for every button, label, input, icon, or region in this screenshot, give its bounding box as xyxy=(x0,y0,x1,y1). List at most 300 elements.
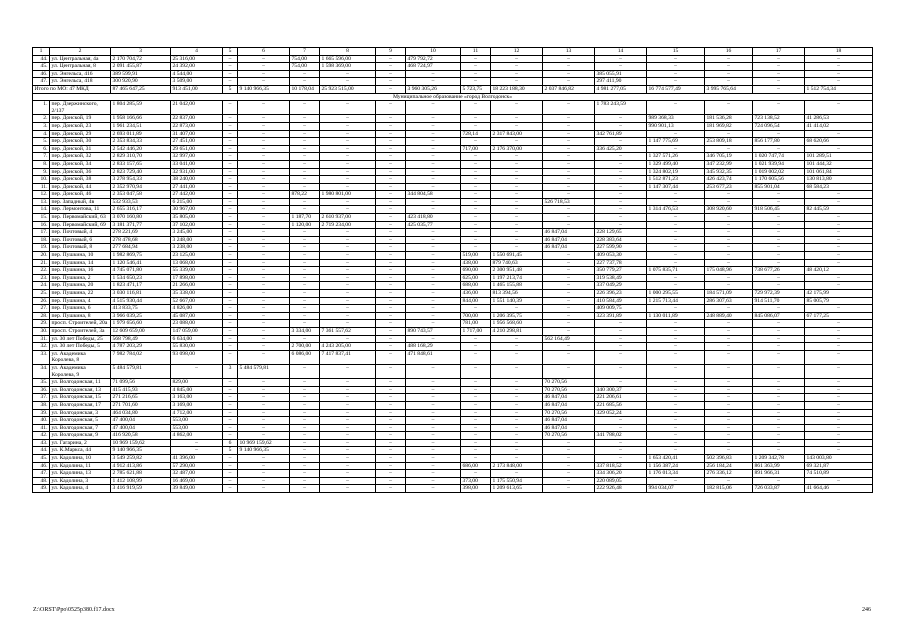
table-cell: – xyxy=(290,153,320,161)
table-cell: – xyxy=(238,455,290,463)
table-cell: 4 787 203,29 xyxy=(111,343,171,351)
table-cell: – xyxy=(461,55,491,63)
table-cell: – xyxy=(543,455,595,463)
table-cell: – xyxy=(376,394,406,402)
table-cell: – xyxy=(320,130,376,138)
table-cell: – xyxy=(461,343,491,351)
table-cell: 754,00 xyxy=(290,55,320,63)
table-cell: – xyxy=(223,350,238,364)
table-cell: – xyxy=(491,244,543,252)
table-cell: – xyxy=(543,206,595,214)
table-cell: – xyxy=(320,101,376,115)
table-cell: – xyxy=(753,432,805,440)
table-cell: – xyxy=(406,394,461,402)
table-cell: 1 979 656,60 xyxy=(111,320,171,328)
table-cell: 9 140 966,35 xyxy=(238,85,290,93)
table-cell: – xyxy=(461,417,491,425)
table-cell: 10 178,04 xyxy=(290,85,320,93)
table-cell: – xyxy=(223,252,238,260)
table-cell: – xyxy=(461,153,491,161)
table-cell: – xyxy=(376,191,406,199)
table-cell: 726 033,87 xyxy=(753,485,805,493)
header-cell: 15 xyxy=(647,48,705,56)
table-cell: ул. Волгодонская, 17 xyxy=(50,401,111,409)
table-cell: 5 xyxy=(223,447,238,455)
table-cell: – xyxy=(595,379,647,387)
table-cell: 2 693 011,89 xyxy=(111,130,171,138)
table-cell: – xyxy=(705,327,753,335)
table-cell: – xyxy=(543,176,595,184)
table-cell: – xyxy=(491,206,543,214)
table-cell: – xyxy=(238,470,290,478)
table-cell: 47 400,04 xyxy=(111,417,171,425)
table-cell: – xyxy=(753,70,805,78)
table-cell: – xyxy=(290,394,320,402)
table-cell: 101 061,84 xyxy=(805,168,873,176)
table-cell: – xyxy=(406,312,461,320)
table-cell: 329 052,24 xyxy=(595,409,647,417)
table-cell: 1 982 869,75 xyxy=(111,252,171,260)
table-cell: 1 598 369,00 xyxy=(320,63,376,71)
table-cell: – xyxy=(238,312,290,320)
table-cell: – xyxy=(223,327,238,335)
table-cell: – xyxy=(376,477,406,485)
table-cell: – xyxy=(290,115,320,123)
table-cell: – xyxy=(805,244,873,252)
table-cell: – xyxy=(290,282,320,290)
table-cell: – xyxy=(320,198,376,206)
table-cell: – xyxy=(543,153,595,161)
table-cell: 15. xyxy=(33,214,50,222)
table-cell: – xyxy=(238,236,290,244)
table-cell: 2 542 446,20 xyxy=(111,145,171,153)
table-cell: – xyxy=(805,432,873,440)
table-cell: 300 920,90 xyxy=(111,78,171,86)
table-cell: – xyxy=(543,259,595,267)
table-cell: пер. Донской, 46 xyxy=(50,191,111,199)
table-cell: – xyxy=(461,176,491,184)
table-cell: – xyxy=(320,455,376,463)
table-cell: – xyxy=(290,78,320,86)
table-cell: – xyxy=(406,477,461,485)
table-row xyxy=(33,145,873,153)
table-cell: пер. Донской, 30 xyxy=(50,138,111,146)
table-cell: 438,00 xyxy=(461,259,491,267)
table-cell: – xyxy=(290,447,320,455)
table-cell: – xyxy=(238,221,290,229)
table-row xyxy=(33,153,873,161)
table-cell: 1 176 013,34 xyxy=(647,470,705,478)
table-cell: – xyxy=(491,386,543,394)
table-cell: – xyxy=(595,320,647,328)
table-cell: – xyxy=(705,432,753,440)
table-cell: – xyxy=(705,274,753,282)
table-cell: – xyxy=(376,320,406,328)
table-row xyxy=(33,401,873,409)
table-cell: ул. 30 лет Победы, 5 xyxy=(50,343,111,351)
table-cell: 464 034,80 xyxy=(111,409,171,417)
table-cell: – xyxy=(543,312,595,320)
table-cell: 4 981 277,05 xyxy=(595,85,647,93)
table-cell: – xyxy=(491,394,543,402)
table-cell: – xyxy=(223,206,238,214)
table-cell: 271 701,60 xyxy=(111,401,171,409)
table-cell: – xyxy=(290,183,320,191)
table-cell: – xyxy=(320,417,376,425)
table-cell: 16. xyxy=(33,221,50,229)
table-cell: 24 392,00 xyxy=(171,63,223,71)
header-cell: 4 xyxy=(171,48,223,56)
table-cell: 2 655 316,17 xyxy=(111,206,171,214)
table-cell: пер. Пушкина, 4 xyxy=(50,297,111,305)
table-cell: – xyxy=(320,267,376,275)
table-cell: – xyxy=(376,206,406,214)
table-cell: – xyxy=(543,145,595,153)
table-cell: 813 394,56 xyxy=(491,290,543,298)
table-cell: 226 396,23 xyxy=(595,290,647,298)
table-cell: – xyxy=(647,477,705,485)
table-cell: 890 743,57 xyxy=(406,327,461,335)
table-cell: – xyxy=(647,394,705,402)
table-cell: – xyxy=(290,274,320,282)
table-cell: 25 316,00 xyxy=(171,55,223,63)
table-cell: 101 289,51 xyxy=(805,153,873,161)
table-cell: – xyxy=(238,274,290,282)
table-cell: – xyxy=(805,477,873,485)
table-cell: 9 140 966,35 xyxy=(111,447,171,455)
table-cell: 47. xyxy=(33,470,50,478)
table-cell: – xyxy=(406,462,461,470)
table-cell: 221 685,56 xyxy=(595,401,647,409)
table-cell: – xyxy=(543,63,595,71)
table-cell: – xyxy=(376,327,406,335)
table-row xyxy=(33,462,873,470)
table-cell: – xyxy=(290,379,320,387)
table-row xyxy=(33,168,873,176)
table-cell: 175 048,96 xyxy=(705,267,753,275)
table-cell: – xyxy=(238,327,290,335)
table-cell: 82 445,59 xyxy=(805,206,873,214)
table-cell: 717,00 xyxy=(461,145,491,153)
table-cell: 6 086,00 xyxy=(290,350,320,364)
table-cell: – xyxy=(223,343,238,351)
table-cell: – xyxy=(290,417,320,425)
table-row xyxy=(33,447,873,455)
table-cell: – xyxy=(320,485,376,493)
table-cell: 46 847,04 xyxy=(543,244,595,252)
table-cell: – xyxy=(320,409,376,417)
table-cell: – xyxy=(705,70,753,78)
table-cell: – xyxy=(595,335,647,343)
table-cell: – xyxy=(320,259,376,267)
table-row xyxy=(33,386,873,394)
table-cell: – xyxy=(543,221,595,229)
table-row xyxy=(33,198,873,206)
header-cell: 17 xyxy=(753,48,805,56)
table-cell: 994 034,07 xyxy=(647,485,705,493)
table-cell: – xyxy=(647,63,705,71)
table-cell: – xyxy=(223,236,238,244)
table-cell: – xyxy=(320,70,376,78)
table-cell: – xyxy=(376,343,406,351)
table-cell: – xyxy=(753,417,805,425)
table-cell: – xyxy=(491,409,543,417)
table-cell: – xyxy=(238,343,290,351)
table-cell: – xyxy=(290,424,320,432)
table-cell: – xyxy=(543,447,595,455)
table-cell: 3. xyxy=(33,122,50,130)
table-cell: 1 980 801,00 xyxy=(320,191,376,199)
table-cell: – xyxy=(376,424,406,432)
table-cell: 38 240,00 xyxy=(171,176,223,184)
table-cell: 4. xyxy=(33,130,50,138)
table-cell: 1 130 011,89 xyxy=(647,312,705,320)
table-cell: 7 417 837,41 xyxy=(320,350,376,364)
table-cell: 47. xyxy=(33,78,50,86)
table-cell: – xyxy=(290,122,320,130)
table-cell: 228 383,64 xyxy=(595,236,647,244)
table-cell: – xyxy=(320,379,376,387)
table-cell: 67 177,25 xyxy=(805,312,873,320)
table-row xyxy=(33,236,873,244)
table-cell: – xyxy=(290,439,320,447)
table-cell: – xyxy=(238,176,290,184)
table-cell: 1 314 476,53 xyxy=(647,206,705,214)
table-cell: – xyxy=(376,160,406,168)
table-cell: – xyxy=(290,364,320,378)
table-cell: 70 270,56 xyxy=(543,432,595,440)
table-cell: – xyxy=(223,424,238,432)
table-cell: – xyxy=(647,221,705,229)
table-cell: – xyxy=(647,259,705,267)
table-cell: 3 334,00 xyxy=(290,327,320,335)
table-cell: 3 181 371,77 xyxy=(111,221,171,229)
table-cell: – xyxy=(223,78,238,86)
table-cell: – xyxy=(238,153,290,161)
table-cell: 334 306,20 xyxy=(595,470,647,478)
table-cell: – xyxy=(223,282,238,290)
table-row xyxy=(33,394,873,402)
table-cell: – xyxy=(376,198,406,206)
table-cell: ул. Волгодонская, 7 xyxy=(50,424,111,432)
table-cell: – xyxy=(647,191,705,199)
table-cell: 6 634,00 xyxy=(171,335,223,343)
table-cell: – xyxy=(595,160,647,168)
table-cell: 3 163,00 xyxy=(171,394,223,402)
table-cell: – xyxy=(705,409,753,417)
table-cell: 989 368,33 xyxy=(647,115,705,123)
table-cell: 2 300 951,48 xyxy=(491,267,543,275)
table-cell: – xyxy=(543,343,595,351)
section-title: Муниципальное образование «город Волгодонск» xyxy=(33,93,873,101)
table-cell: пер. Донской, 44 xyxy=(50,183,111,191)
table-cell: – xyxy=(223,138,238,146)
table-cell: – xyxy=(805,335,873,343)
table-cell: 553,00 xyxy=(171,417,223,425)
table-cell: – xyxy=(705,229,753,237)
table-cell: – xyxy=(238,206,290,214)
register-table-sheet xyxy=(32,47,871,493)
table-cell: – xyxy=(320,236,376,244)
table-cell: – xyxy=(238,115,290,123)
table-cell: пер. Почтовый, 6 xyxy=(50,236,111,244)
table-cell: – xyxy=(647,335,705,343)
table-cell: – xyxy=(320,153,376,161)
table-cell: 3 549 259,82 xyxy=(111,455,171,463)
table-cell: – xyxy=(491,176,543,184)
table-cell: – xyxy=(320,160,376,168)
header-cell: 9 xyxy=(376,48,406,56)
table-cell: 46 847,04 xyxy=(543,424,595,432)
table-cell: – xyxy=(805,55,873,63)
table-cell: 879 740,63 xyxy=(491,259,543,267)
table-cell: – xyxy=(647,274,705,282)
table-cell: – xyxy=(595,191,647,199)
table-cell: 30. xyxy=(33,327,50,335)
table-cell: 502 396,83 xyxy=(705,455,753,463)
table-cell: – xyxy=(647,417,705,425)
table-cell: 1 550 691,45 xyxy=(491,252,543,260)
table-cell: 700,00 xyxy=(461,312,491,320)
table-cell: – xyxy=(320,78,376,86)
table-cell: 350 779,27 xyxy=(595,267,647,275)
table-cell: 1 187,70 xyxy=(290,214,320,222)
table-cell: 74 510,89 xyxy=(805,470,873,478)
table-cell: – xyxy=(595,206,647,214)
table-cell: 46 847,04 xyxy=(543,229,595,237)
table-cell: – xyxy=(376,282,406,290)
table-cell: – xyxy=(595,343,647,351)
table-cell: – xyxy=(406,401,461,409)
table-cell: пер. Пушкина, 22 xyxy=(50,290,111,298)
table-cell: пер. Донской, 23 xyxy=(50,122,111,130)
table-cell: – xyxy=(376,138,406,146)
table-cell: – xyxy=(406,160,461,168)
table-cell: – xyxy=(320,138,376,146)
table-cell: – xyxy=(406,78,461,86)
table-cell: 6 215,00 xyxy=(171,198,223,206)
table-cell: пер. Почтовый, 8 xyxy=(50,244,111,252)
table-cell: ул. Волгодонская, 11 xyxy=(50,379,111,387)
table-cell: 18. xyxy=(33,236,50,244)
table-cell: – xyxy=(290,462,320,470)
table-cell: – xyxy=(406,267,461,275)
table-cell: – xyxy=(290,312,320,320)
table-cell: 2 785 621,88 xyxy=(111,470,171,478)
table-cell: – xyxy=(238,168,290,176)
table-cell: – xyxy=(320,312,376,320)
table-cell: – xyxy=(376,115,406,123)
table-row xyxy=(33,221,873,229)
table-cell: 18 223 188,30 xyxy=(491,85,543,93)
table-cell: 43. xyxy=(33,439,50,447)
table-cell: – xyxy=(238,252,290,260)
table-cell: – xyxy=(461,439,491,447)
table-cell: 101 444,32 xyxy=(805,160,873,168)
table-cell: – xyxy=(543,282,595,290)
table-cell: – xyxy=(753,101,805,115)
table-cell: – xyxy=(290,229,320,237)
table-cell: – xyxy=(753,214,805,222)
table-cell: – xyxy=(543,297,595,305)
table-cell: 221 206,61 xyxy=(595,394,647,402)
table-cell: 308 920,60 xyxy=(705,206,753,214)
table-cell: 625,00 xyxy=(461,274,491,282)
table-cell: 724 096,54 xyxy=(753,122,805,130)
table-cell: 1 209 613,65 xyxy=(491,485,543,493)
table-cell: пер. Пушкина, 16 xyxy=(50,267,111,275)
table-cell: 33 041,00 xyxy=(171,160,223,168)
table-cell: – xyxy=(705,439,753,447)
table-cell: – xyxy=(223,176,238,184)
table-cell: – xyxy=(491,447,543,455)
table-cell: – xyxy=(753,335,805,343)
table-cell: 1 958 166,66 xyxy=(111,115,171,123)
table-row xyxy=(33,160,873,168)
table-cell: – xyxy=(647,55,705,63)
table-cell: 5 xyxy=(223,85,238,93)
table-cell: 5 484 579,81 xyxy=(238,364,290,378)
table-cell: – xyxy=(543,115,595,123)
table-cell: 878,22 xyxy=(290,191,320,199)
table-cell: 409 009,75 xyxy=(595,305,647,313)
table-cell: 71 099,56 xyxy=(111,379,171,387)
table-cell: – xyxy=(320,394,376,402)
table-cell: – xyxy=(223,221,238,229)
table-cell: – xyxy=(223,485,238,493)
table-cell: – xyxy=(805,236,873,244)
table-cell: 337 818,52 xyxy=(595,462,647,470)
table-cell: 415 415,93 xyxy=(111,386,171,394)
table-cell: – xyxy=(238,138,290,146)
table-cell: пер. Первомайский, 63 xyxy=(50,214,111,222)
header-cell: 7 xyxy=(290,48,320,56)
table-cell: – xyxy=(223,432,238,440)
table-cell: 38. xyxy=(33,401,50,409)
table-cell: 398,00 xyxy=(461,485,491,493)
table-row xyxy=(33,350,873,364)
table-cell: – xyxy=(223,267,238,275)
table-cell: – xyxy=(461,221,491,229)
table-cell: – xyxy=(376,305,406,313)
table-cell: – xyxy=(406,115,461,123)
table-cell: – xyxy=(320,244,376,252)
table-cell: 891 966,31 xyxy=(753,470,805,478)
table-cell: – xyxy=(753,259,805,267)
table-cell: – xyxy=(543,183,595,191)
table-cell: 32 997,00 xyxy=(171,153,223,161)
table-cell: – xyxy=(595,63,647,71)
table-cell: – xyxy=(805,101,873,115)
table-cell: – xyxy=(805,364,873,378)
table-cell: – xyxy=(223,229,238,237)
table-cell: 323 391,89 xyxy=(595,312,647,320)
table-cell: – xyxy=(238,409,290,417)
table-cell: – xyxy=(491,335,543,343)
table-cell: – xyxy=(238,198,290,206)
table-cell: – xyxy=(290,198,320,206)
table-cell: 29. xyxy=(33,320,50,328)
table-cell: – xyxy=(376,70,406,78)
table-cell: – xyxy=(406,409,461,417)
table-cell: – xyxy=(595,153,647,161)
table-cell: 228 129,65 xyxy=(595,229,647,237)
table-cell: 3 070 160,80 xyxy=(111,214,171,222)
table-cell: 253 677,23 xyxy=(705,183,753,191)
table-cell: – xyxy=(647,401,705,409)
table-cell: – xyxy=(543,462,595,470)
table-cell: – xyxy=(406,206,461,214)
